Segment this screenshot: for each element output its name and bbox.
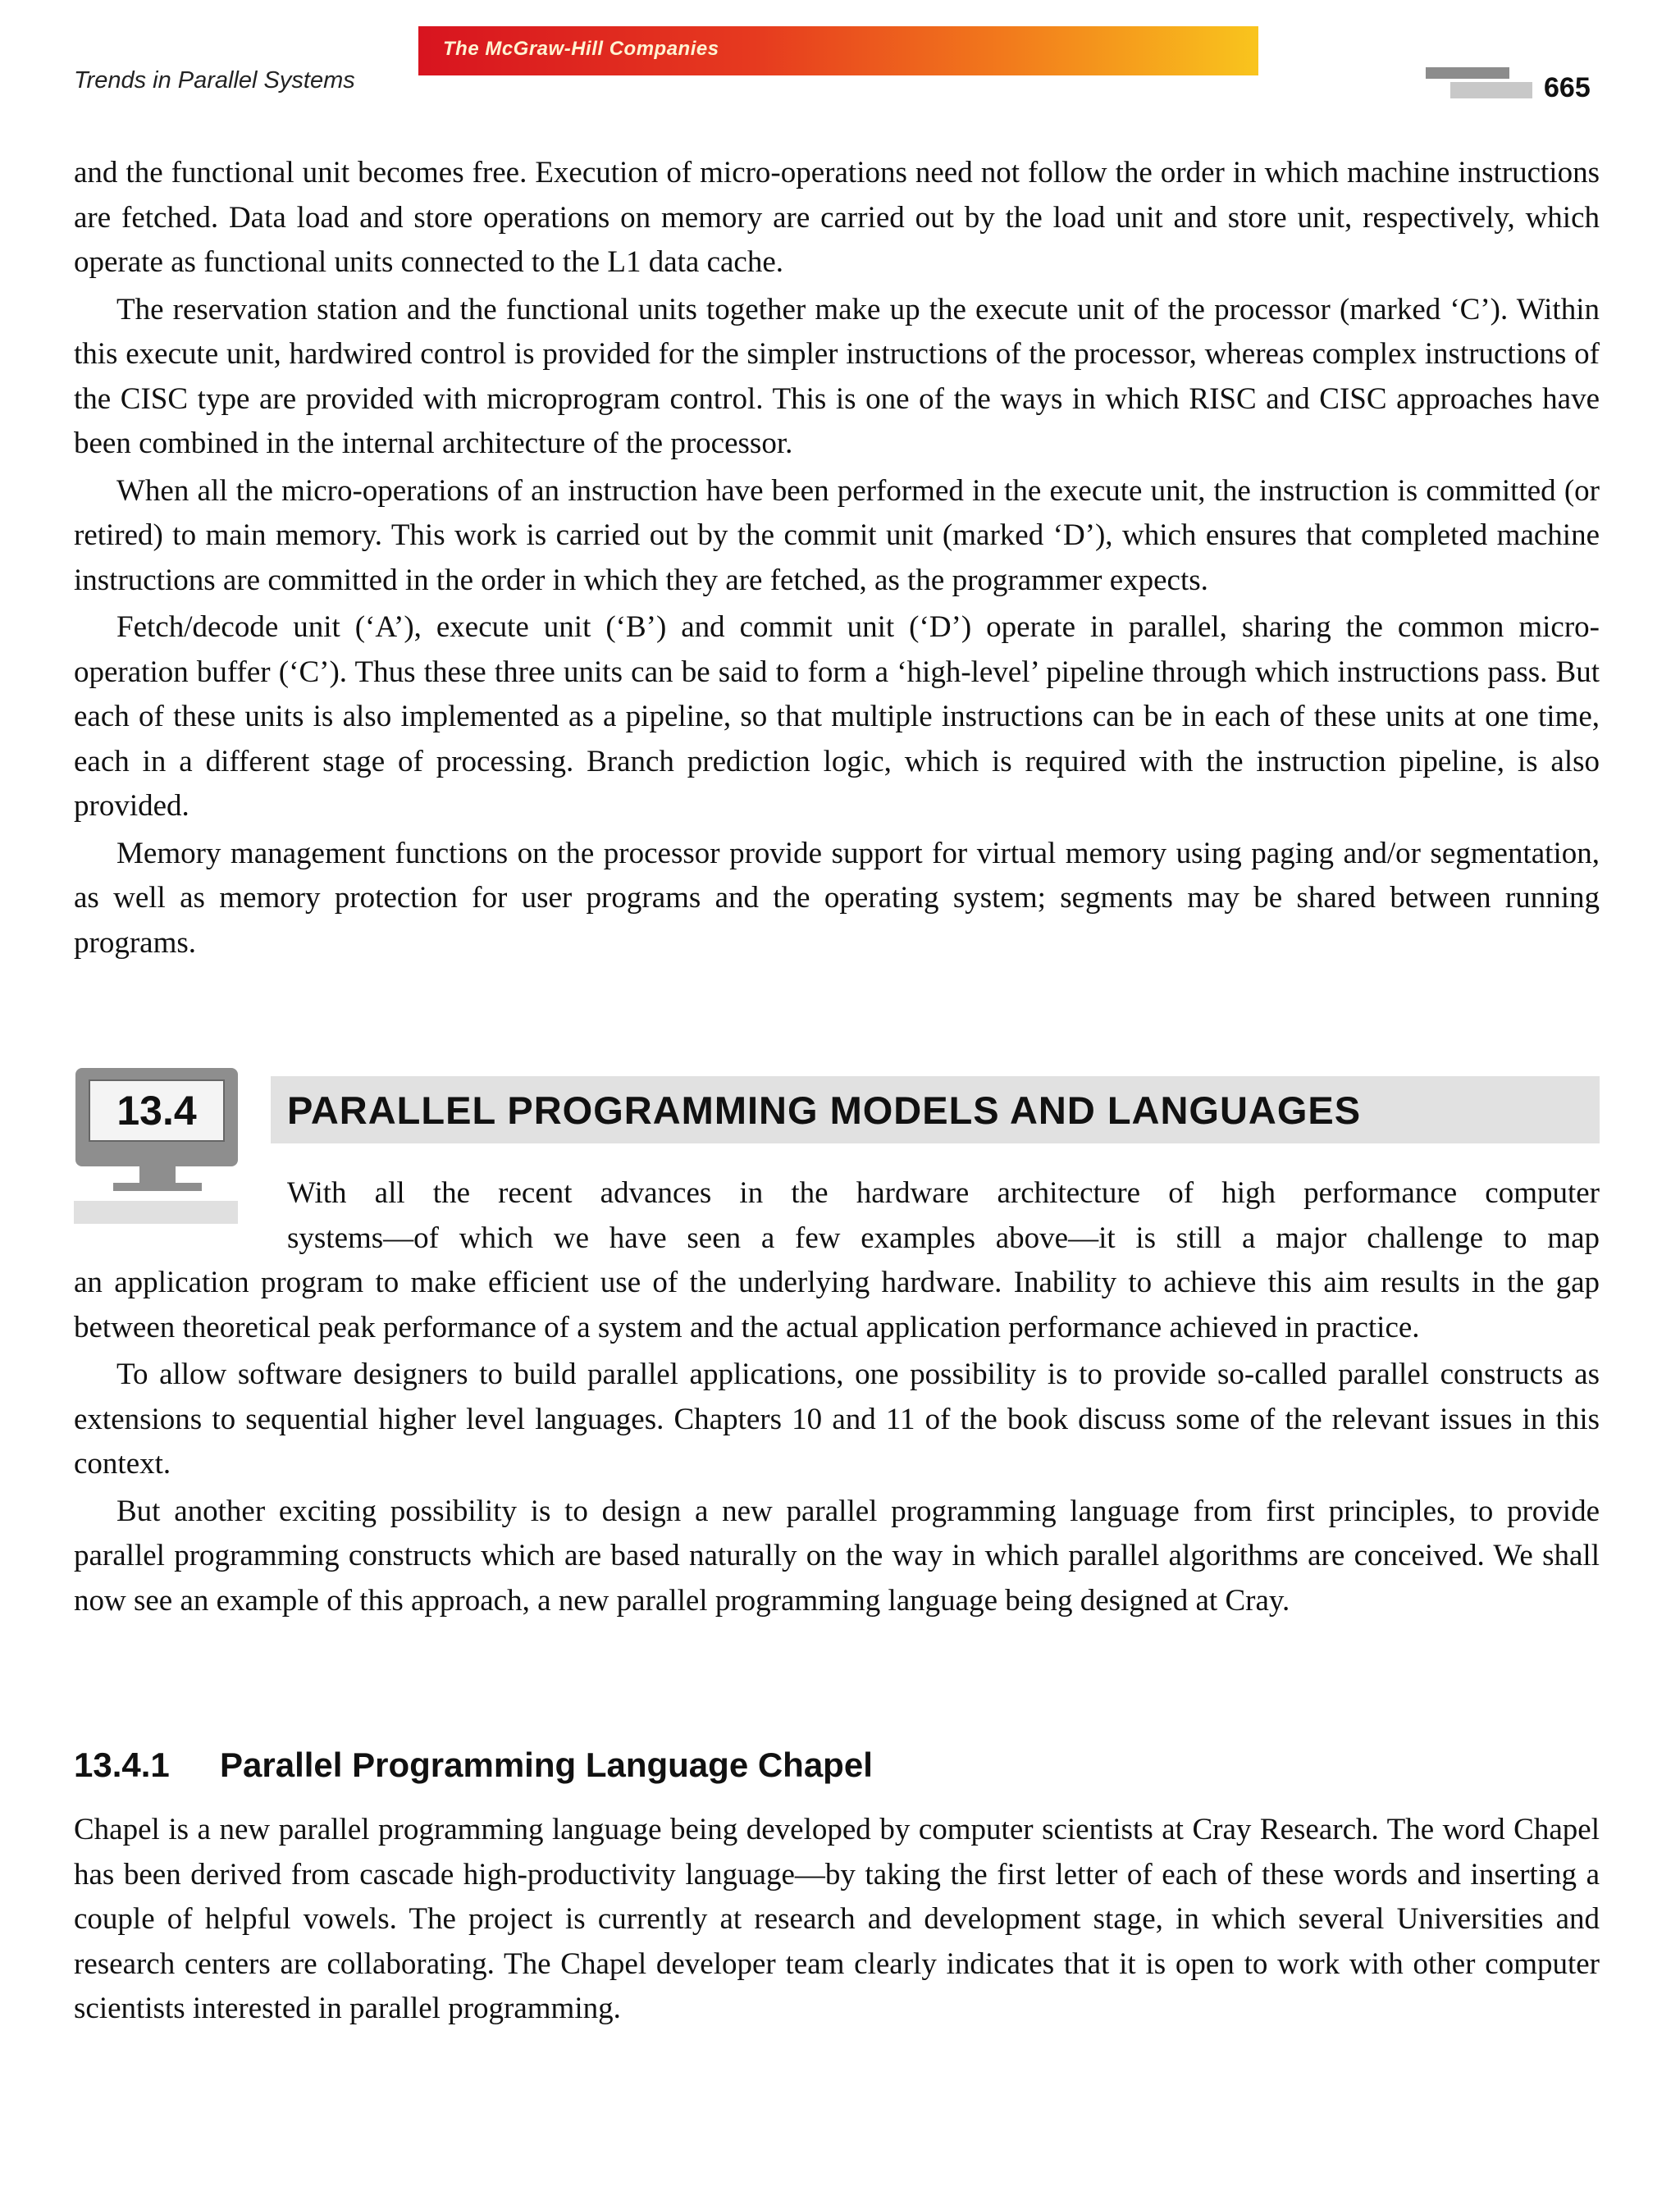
monitor-frame bbox=[75, 1068, 238, 1166]
monitor-screen bbox=[89, 1079, 225, 1142]
top-text-block bbox=[74, 151, 1600, 965]
publisher-name: The McGraw-Hill Companies bbox=[443, 38, 719, 60]
paragraph: But another exciting possibility is to design a new parallel programming language from first principles, to provide parallel programming constructs which are based naturally on the way in which parallel algorithms are conceived. We shall now see an example of this approach, a new parallel programming language being designed at Cray. bbox=[74, 1494, 1600, 1618]
monitor-shelf bbox=[74, 1201, 238, 1224]
section-title: PARALLEL PROGRAMMING MODELS AND LANGUAGES bbox=[287, 1088, 1362, 1132]
publisher-banner bbox=[418, 26, 1258, 75]
subsection-number: 13.4.1 bbox=[74, 1746, 170, 1784]
subsection-text-block bbox=[74, 1808, 1600, 2032]
monitor-icon bbox=[74, 1068, 244, 1222]
page-number-bar-shadow bbox=[1450, 82, 1532, 98]
paragraph: The reservation station and the functional units together make up the execute unit of the processor (marked ‘C’). Within this execute unit, hardwired control is provided for the simpler instructions of the processor, whereas complex instructions of the CISC type are provided with microprogram control. This is one of the ways in which RISC and CISC approaches have been combined in the internal architecture of the processor. bbox=[74, 292, 1600, 460]
paragraph: To allow software designers to build parallel applications, one possibility is to provide so-called parallel constructs as extensions to sequential higher level languages. Chapters 10 and 11 of the book discuss some of the relevant issues in this context. bbox=[74, 1358, 1600, 1481]
paragraph: Memory management functions on the processor provide support for virtual memory using paging and/or segmentation, as well as memory protection for user programs and the operating system; segments may be shared between running programs. bbox=[74, 836, 1600, 960]
monitor-neck bbox=[139, 1166, 176, 1184]
page-number: 665 bbox=[1544, 72, 1591, 103]
paragraph: When all the micro-operations of an instruction have been performed in the execute unit, the instruction is committed (or retired) to main memory. This work is carried out by the commit unit (marked ‘D’), which ensures that completed machine instructions are committed in the order in which they are fetched, as the programmer expects. bbox=[74, 473, 1600, 597]
monitor-base bbox=[113, 1183, 202, 1191]
paragraph-line: systems—of which we have seen a few examples above—it is still a major challenge to map bbox=[287, 1221, 1600, 1255]
section-text-block bbox=[74, 1261, 1600, 1623]
paragraph: and the functional unit becomes free. Execution of micro-operations need not follow the order in which machine instructions are fetched. Data load and store operations on memory are carried out by the load unit and store unit, respectively, which operate as functional units connected to the L1 data cache. bbox=[74, 156, 1600, 279]
page-number-bar bbox=[1426, 67, 1509, 79]
paragraph: Fetch/decode unit (‘A’), execute unit (‘B’) and commit unit (‘D’) operate in parallel, sharing the common micro-operation buffer (‘C’). Thus these three units can be said to form a ‘high-level’ pipeline through which instructions pass. But each of these units is also implemented as a pipeline, so that multiple instructions can be in each of these units at one time, each in a different stage of processing. Branch prediction logic, which is required with the instruction pipeline, is also provided. bbox=[74, 610, 1600, 823]
subsection-title: Parallel Programming Language Chapel bbox=[220, 1746, 873, 1784]
paragraph: an application program to make efficient use of the underlying hardware. Inability to achieve this aim results in the gap between theoretical peak performance of a system and the actual application performance achieved in practice. bbox=[74, 1266, 1600, 1344]
paragraph-line: With all the recent advances in the hardware architecture of high performance computer bbox=[287, 1176, 1600, 1210]
section-number: 13.4 bbox=[116, 1088, 197, 1134]
section-intro-first-lines bbox=[287, 1171, 1600, 1261]
paragraph: Chapel is a new parallel programming language being developed by computer scientists at Cray Research. The word Chapel has been derived from cascade high-productivity language—by taking the first letter of each of these words and inserting a couple of helpful vowels. The project is currently at research and development stage, in which several Universities and research centers are collaborating. The Chapel developer team clearly indicates that it is open to work with other computer scientists interested in parallel programming. bbox=[74, 1813, 1600, 2025]
running-header-title: Trends in Parallel Systems bbox=[74, 67, 355, 94]
subsection-heading bbox=[74, 1746, 873, 1785]
